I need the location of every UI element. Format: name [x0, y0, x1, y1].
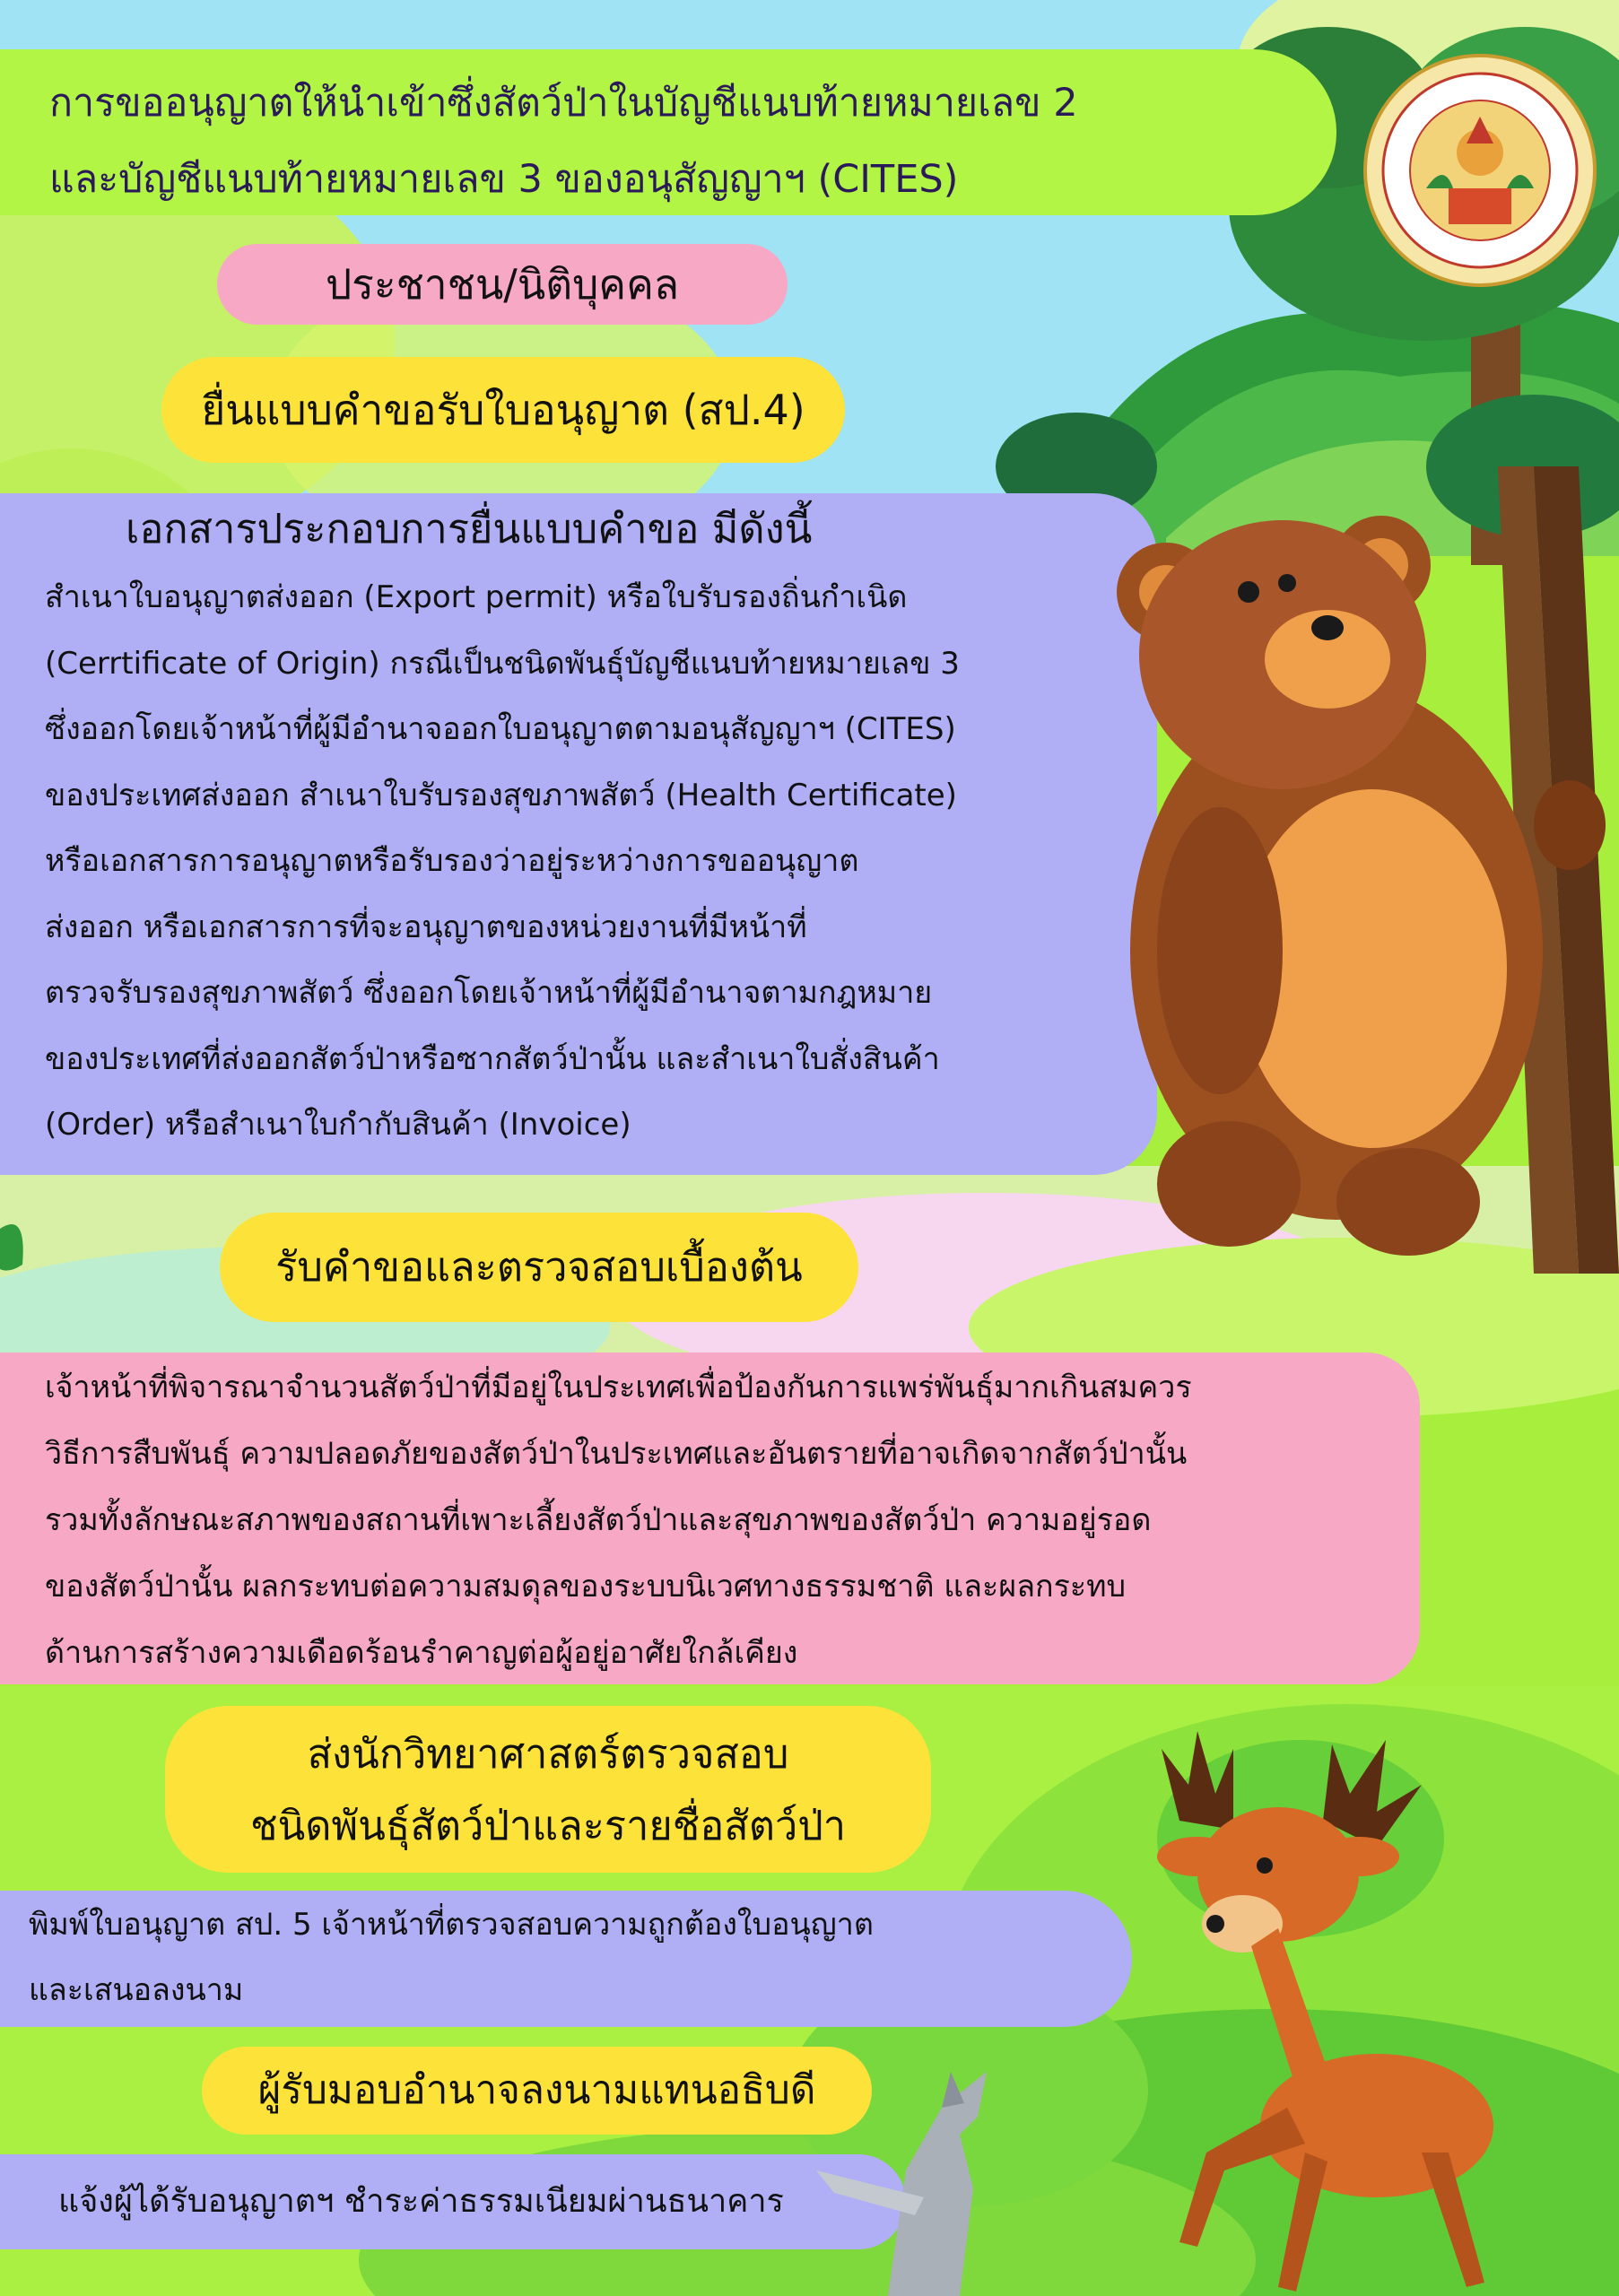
print-permit-line: และเสนอลงนาม	[29, 1972, 244, 2008]
consideration-line: เจ้าหน้าที่พิจารณาจำนวนสัตว์ป่าที่มีอยู่ในประเทศเพื่อป้องกันการแพร่พันธุ์มากเกินสมควร	[45, 1370, 1192, 1405]
consideration-line: ด้านการสร้างความเดือดร้อนรำคาญต่อผู้อยู่อาศัยใกล้เคียง	[45, 1635, 798, 1671]
consideration-line: วิธีการสืบพันธุ์ ความปลอดภัยของสัตว์ป่าในประเทศและอันตรายที่อาจเกิดจากสัตว์ป่านั้น	[45, 1436, 1188, 1472]
title-line-1: การขออนุญาตให้นำเข้าซึ่งสัตว์ป่าในบัญชีแนบท้ายหมายเลข 2	[49, 81, 1078, 126]
documents-text	[45, 565, 960, 1159]
consideration-text	[45, 1354, 1192, 1686]
receive-review-step: รับคำขอและตรวจสอบเบื้องต้น	[220, 1213, 858, 1322]
documents-line: ตรวจรับรองสุขภาพสัตว์ ซึ่งออกโดยเจ้าหน้าที่ผู้มีอำนาจตามกฎหมาย	[45, 975, 933, 1011]
wolf-illustration	[780, 2036, 1040, 2296]
department-seal-logo	[1363, 54, 1597, 287]
applicant-label: ประชาชน/นิติบุคคล	[217, 244, 788, 325]
documents-line: ส่งออก หรือเอกสารการที่จะอนุญาตของหน่วยงานที่มีหน้าที่	[45, 909, 807, 945]
documents-line: ของประเทศส่งออก สำเนาใบรับรองสุขภาพสัตว์ (Health Certificate)	[45, 777, 957, 813]
documents-line: (Order) หรือสำเนาใบกำกับสินค้า (Invoice)	[45, 1107, 631, 1143]
bear-illustration	[1112, 466, 1619, 1274]
consideration-line: รวมทั้งลักษณะสภาพของสถานที่เพาะเลี้ยงสัตว์ป่าและสุขภาพของสัตว์ป่า ความอยู่รอด	[45, 1502, 1152, 1538]
scientist-line-1: ส่งนักวิทยาศาสตร์ตรวจสอบ	[307, 1730, 789, 1778]
scientist-line-2: ชนิดพันธุ์สัตว์ป่าและรายชื่อสัตว์ป่า	[249, 1802, 847, 1849]
consideration-line: ของสัตว์ป่านั้น ผลกระทบต่อความสมดุลของระบบนิเวศทางธรรมชาติ และผลกระทบ	[45, 1569, 1127, 1605]
page-title	[0, 49, 1336, 215]
documents-line: ของประเทศที่ส่งออกสัตว์ป่าหรือซากสัตว์ป่านั้น และสำเนาใบสั่งสินค้า	[45, 1040, 940, 1077]
documents-line: (Cerrtificate of Origin) กรณีเป็นชนิดพันธุ์บัญชีแนบท้ายหมายเลข 3	[45, 645, 960, 682]
scientist-review-step	[165, 1706, 931, 1873]
print-permit-text	[29, 1892, 874, 2023]
deer-illustration	[1126, 1731, 1547, 2296]
documents-line: ซึ่งออกโดยเจ้าหน้าที่ผู้มีอำนาจออกใบอนุญาตตามอนุสัญญาฯ (CITES)	[45, 711, 956, 747]
submit-form-step: ยื่นแบบคำขอรับใบอนุญาต (สป.4)	[161, 357, 845, 463]
documents-line: สำเนาใบอนุญาตส่งออก (Export permit) หรือใบรับรองถิ่นกำเนิด	[45, 579, 908, 615]
documents-line: หรือเอกสารการอนุญาตหรือรับรองว่าอยู่ระหว่างการขออนุญาต	[45, 843, 859, 879]
documents-heading: เอกสารประกอบการยื่นแบบคำขอ มีดังนี้	[126, 505, 813, 552]
notify-text: แจ้งผู้ได้รับอนุญาตฯ ชำระค่าธรรมเนียมผ่านธนาคาร	[58, 2183, 784, 2220]
print-permit-line: พิมพ์ใบอนุญาต สป. 5 เจ้าหน้าที่ตรวจสอบความถูกต้องใบอนุญาต	[29, 1907, 874, 1943]
signer-step: ผู้รับมอบอำนาจลงนามแทนอธิบดี	[202, 2047, 872, 2135]
title-line-2: และบัญชีแนบท้ายหมายเลข 3 ของอนุสัญญาฯ (CITES)	[49, 157, 959, 202]
